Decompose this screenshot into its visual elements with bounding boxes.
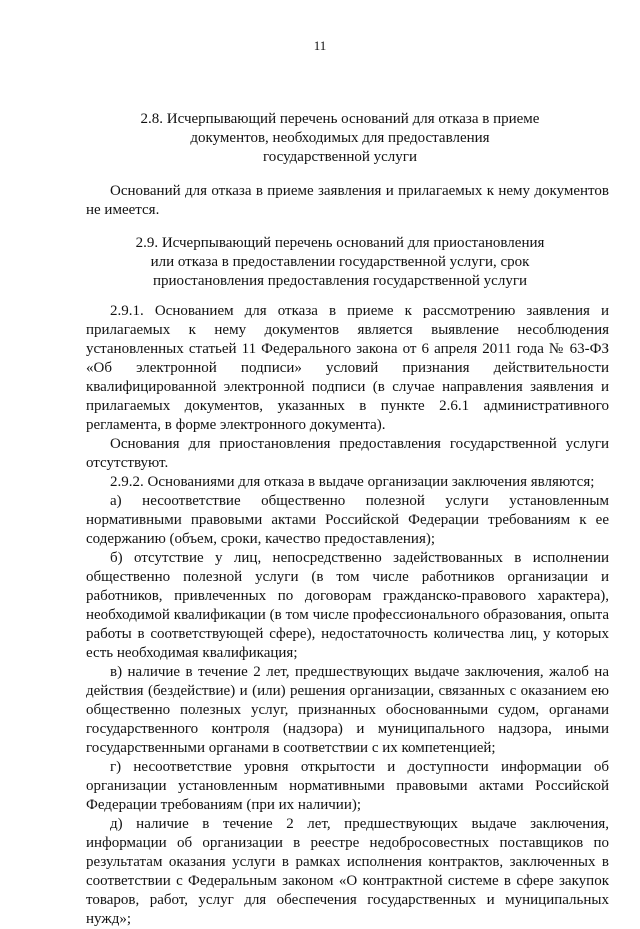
section-2-8-heading [80, 110, 600, 167]
paragraph-2-9-1: 2.9.1. Основанием для отказа в приеме к рассмотрению заявления и прилагаемых к нему документов является выявление несоблюдения установленных статьей 11 Федерального закона от 6 апреля 2011 года № 63-ФЗ «Об электронной подписи» условий признания действительности квалифицированной электронной подписи (в случае направления заявления и прилагаемых документов, указанных в пункте 2.6.1 административного регламента, в форме электронного документа). [86, 303, 609, 433]
list-item-b: б) отсутствие у лиц, непосредственно задействованных в исполнении общественно полезной услуги (в том числе работников организации и работников, привлеченных по договорам гражданско-правового характера), необходимой квалификации (в том числе профессионального образования, опыта работы в соответствующей сфере), недостаточность количества лиц, у которых есть необходимая квалификация; [86, 550, 609, 661]
list-item-g: г) несоответствие уровня открытости и доступности информации об организации установленным нормативными правовыми актами Российской Федерации требованиям (при их наличии); [86, 759, 609, 813]
list-item-d: д) наличие в течение 2 лет, предшествующих выдаче заключения, информации об организации в реестре недобросовестных поставщиков по результатам оказания услуги в рамках исполнения контрактов, заключенных в соответствии с Федеральным законом «О контрактной системе в сфере закупок товаров, работ, услуг для обеспечения государственных и муниципальных нужд»; [86, 816, 609, 927]
paragraph-2-9-2: 2.9.2. Основаниями для отказа в выдаче организации заключения являются; [110, 474, 595, 490]
heading-line: 2.8. Исчерпывающий перечень оснований для отказа в приеме [140, 111, 540, 127]
list-item-a: а) несоответствие общественно полезной услуги установленным нормативными правовыми актами Российской Федерации требованиям к ее содержанию (объем, сроки, качество предоставления); [86, 493, 609, 547]
section-2-9-heading [80, 234, 600, 291]
heading-line: документов, необходимых для предоставления [190, 130, 490, 146]
heading-line: государственной услуги [263, 149, 417, 165]
heading-line: 2.9. Исчерпывающий перечень оснований для приостановления [135, 235, 545, 251]
section-2-9-body [86, 302, 609, 929]
heading-line: или отказа в предоставлении государственной услуги, срок [150, 254, 530, 270]
paragraph-suspension: Основания для приостановления предоставления государственной услуги отсутствуют. [86, 436, 609, 471]
list-item-v: в) наличие в течение 2 лет, предшествующих выдаче заключения, жалоб на действия (бездействие) и (или) решения организации, связанных с оказанием ею общественно полезных услуг, признанных обоснованными судом, органами государственного контроля (надзора) и муниципального надзора, иными государственными органами в соответствии с их компетенцией; [86, 664, 609, 756]
paragraph: Оснований для отказа в приеме заявления и прилагаемых к нему документов не имеется. [86, 183, 609, 218]
page-number: 11 [313, 38, 327, 53]
section-2-8-body [86, 182, 609, 220]
heading-line: приостановления предоставления государственной услуги [153, 273, 527, 289]
